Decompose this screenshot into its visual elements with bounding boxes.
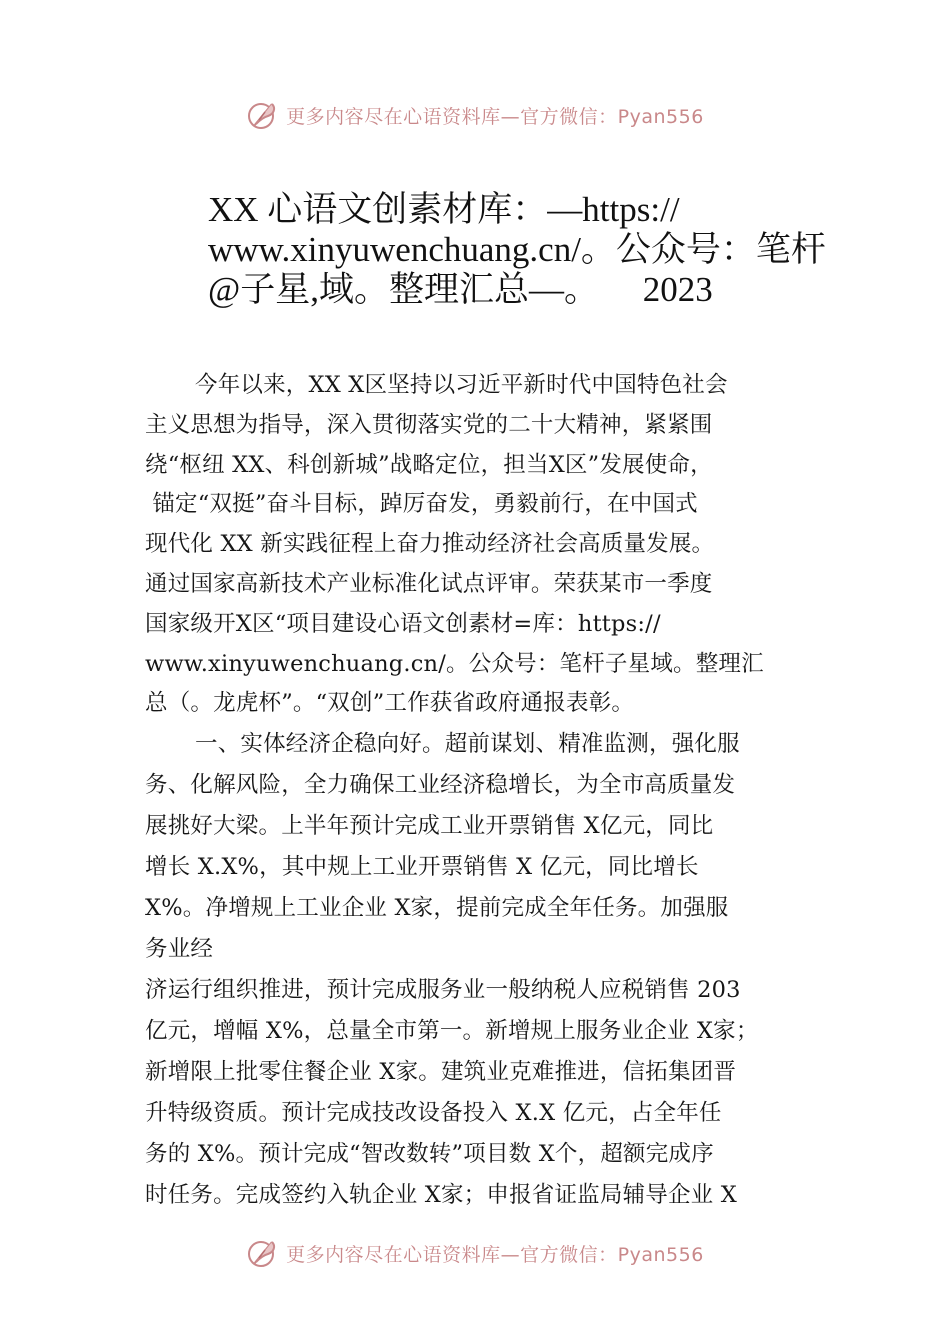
text-line: www.xinyuwenchuang.cn/。公众号：笔杆子星域。整理汇 <box>145 650 764 677</box>
text-line: 绕“枢纽 XX、科创新城”战略定位，担当X区”发展使命， <box>145 451 713 478</box>
text-line: 通过国家高新技术产业标准化试点评审。荣获某市一季度 <box>145 570 713 597</box>
title-line: www.xinyuwenchuang.cn/。公众号：笔杆 <box>208 230 826 269</box>
header-watermark-banner <box>0 95 950 135</box>
feather-pen-logo-icon <box>246 98 280 132</box>
text-line: 现代化 XX 新实践征程上奋力推动经济社会高质量发展。 <box>145 531 715 558</box>
document-body <box>145 366 810 1216</box>
text-line: 总（。龙虎杯”。“双创”工作获省政府通报表彰。 <box>145 690 635 717</box>
text-line: X%。净增规上工业企业 X家，提前完成全年任务。加强服 <box>145 895 729 922</box>
watermark-text: 更多内容尽在心语资料库—官方微信：Pyan556 <box>286 1243 704 1266</box>
paragraph-intro <box>145 366 810 724</box>
text-line: 今年以来，XX X区坚持以习近平新时代中国特色社会 <box>195 372 728 398</box>
watermark-text: 更多内容尽在心语资料库—官方微信：Pyan556 <box>286 105 704 128</box>
text-line: 务的 X%。预计完成“智改数转”项目数 X个，超额完成序 <box>145 1141 714 1168</box>
text-line: 务业经 <box>145 936 214 963</box>
text-line: 一、实体经济企稳向好。超前谋划、精准监测，强化服 <box>195 731 740 758</box>
text-line: 锚定“双挺”奋斗目标，踔厉奋发，勇毅前行，在中国式 <box>145 491 698 518</box>
text-line: 济运行组织推进，预计完成服务业一般纳税人应税销售 203 <box>145 977 741 1004</box>
title-line: XX 心语文创素材库：—https:// <box>208 190 680 229</box>
text-line: 时任务。完成签约入轨企业 X家；申报省证监局辅导企业 X <box>145 1182 737 1209</box>
footer-watermark-banner <box>0 1233 950 1273</box>
text-line: 升特级资质。预计完成技改设备投入 X.X 亿元，占全年任 <box>145 1100 722 1127</box>
text-line: 务、化解风险，全力确保工业经济稳增长，为全市高质量发 <box>145 772 736 799</box>
text-line: 亿元，增幅 X%，总量全市第一。新增规上服务业企业 X家； <box>145 1018 759 1045</box>
text-line: 主义思想为指导，深入贯彻落实党的二十大精神，紧紧围 <box>145 411 713 438</box>
text-line: 新增限上批零住餐企业 X家。建筑业克难推进，信拓集团晋 <box>145 1059 737 1086</box>
text-line: 展挑好大梁。上半年预计完成工业开票销售 X亿元，同比 <box>145 813 714 840</box>
paragraph-section-one <box>145 724 810 1216</box>
text-line: 增长 X.X%，其中规上工业开票销售 X 亿元，同比增长 <box>145 854 699 881</box>
document-title <box>208 190 848 310</box>
text-line: 国家级开X区“项目建设心语文创素材=库：https:// <box>145 610 661 637</box>
title-line: @子星,域。整理汇总—。 2023 <box>208 270 713 309</box>
feather-pen-logo-icon <box>246 1236 280 1270</box>
